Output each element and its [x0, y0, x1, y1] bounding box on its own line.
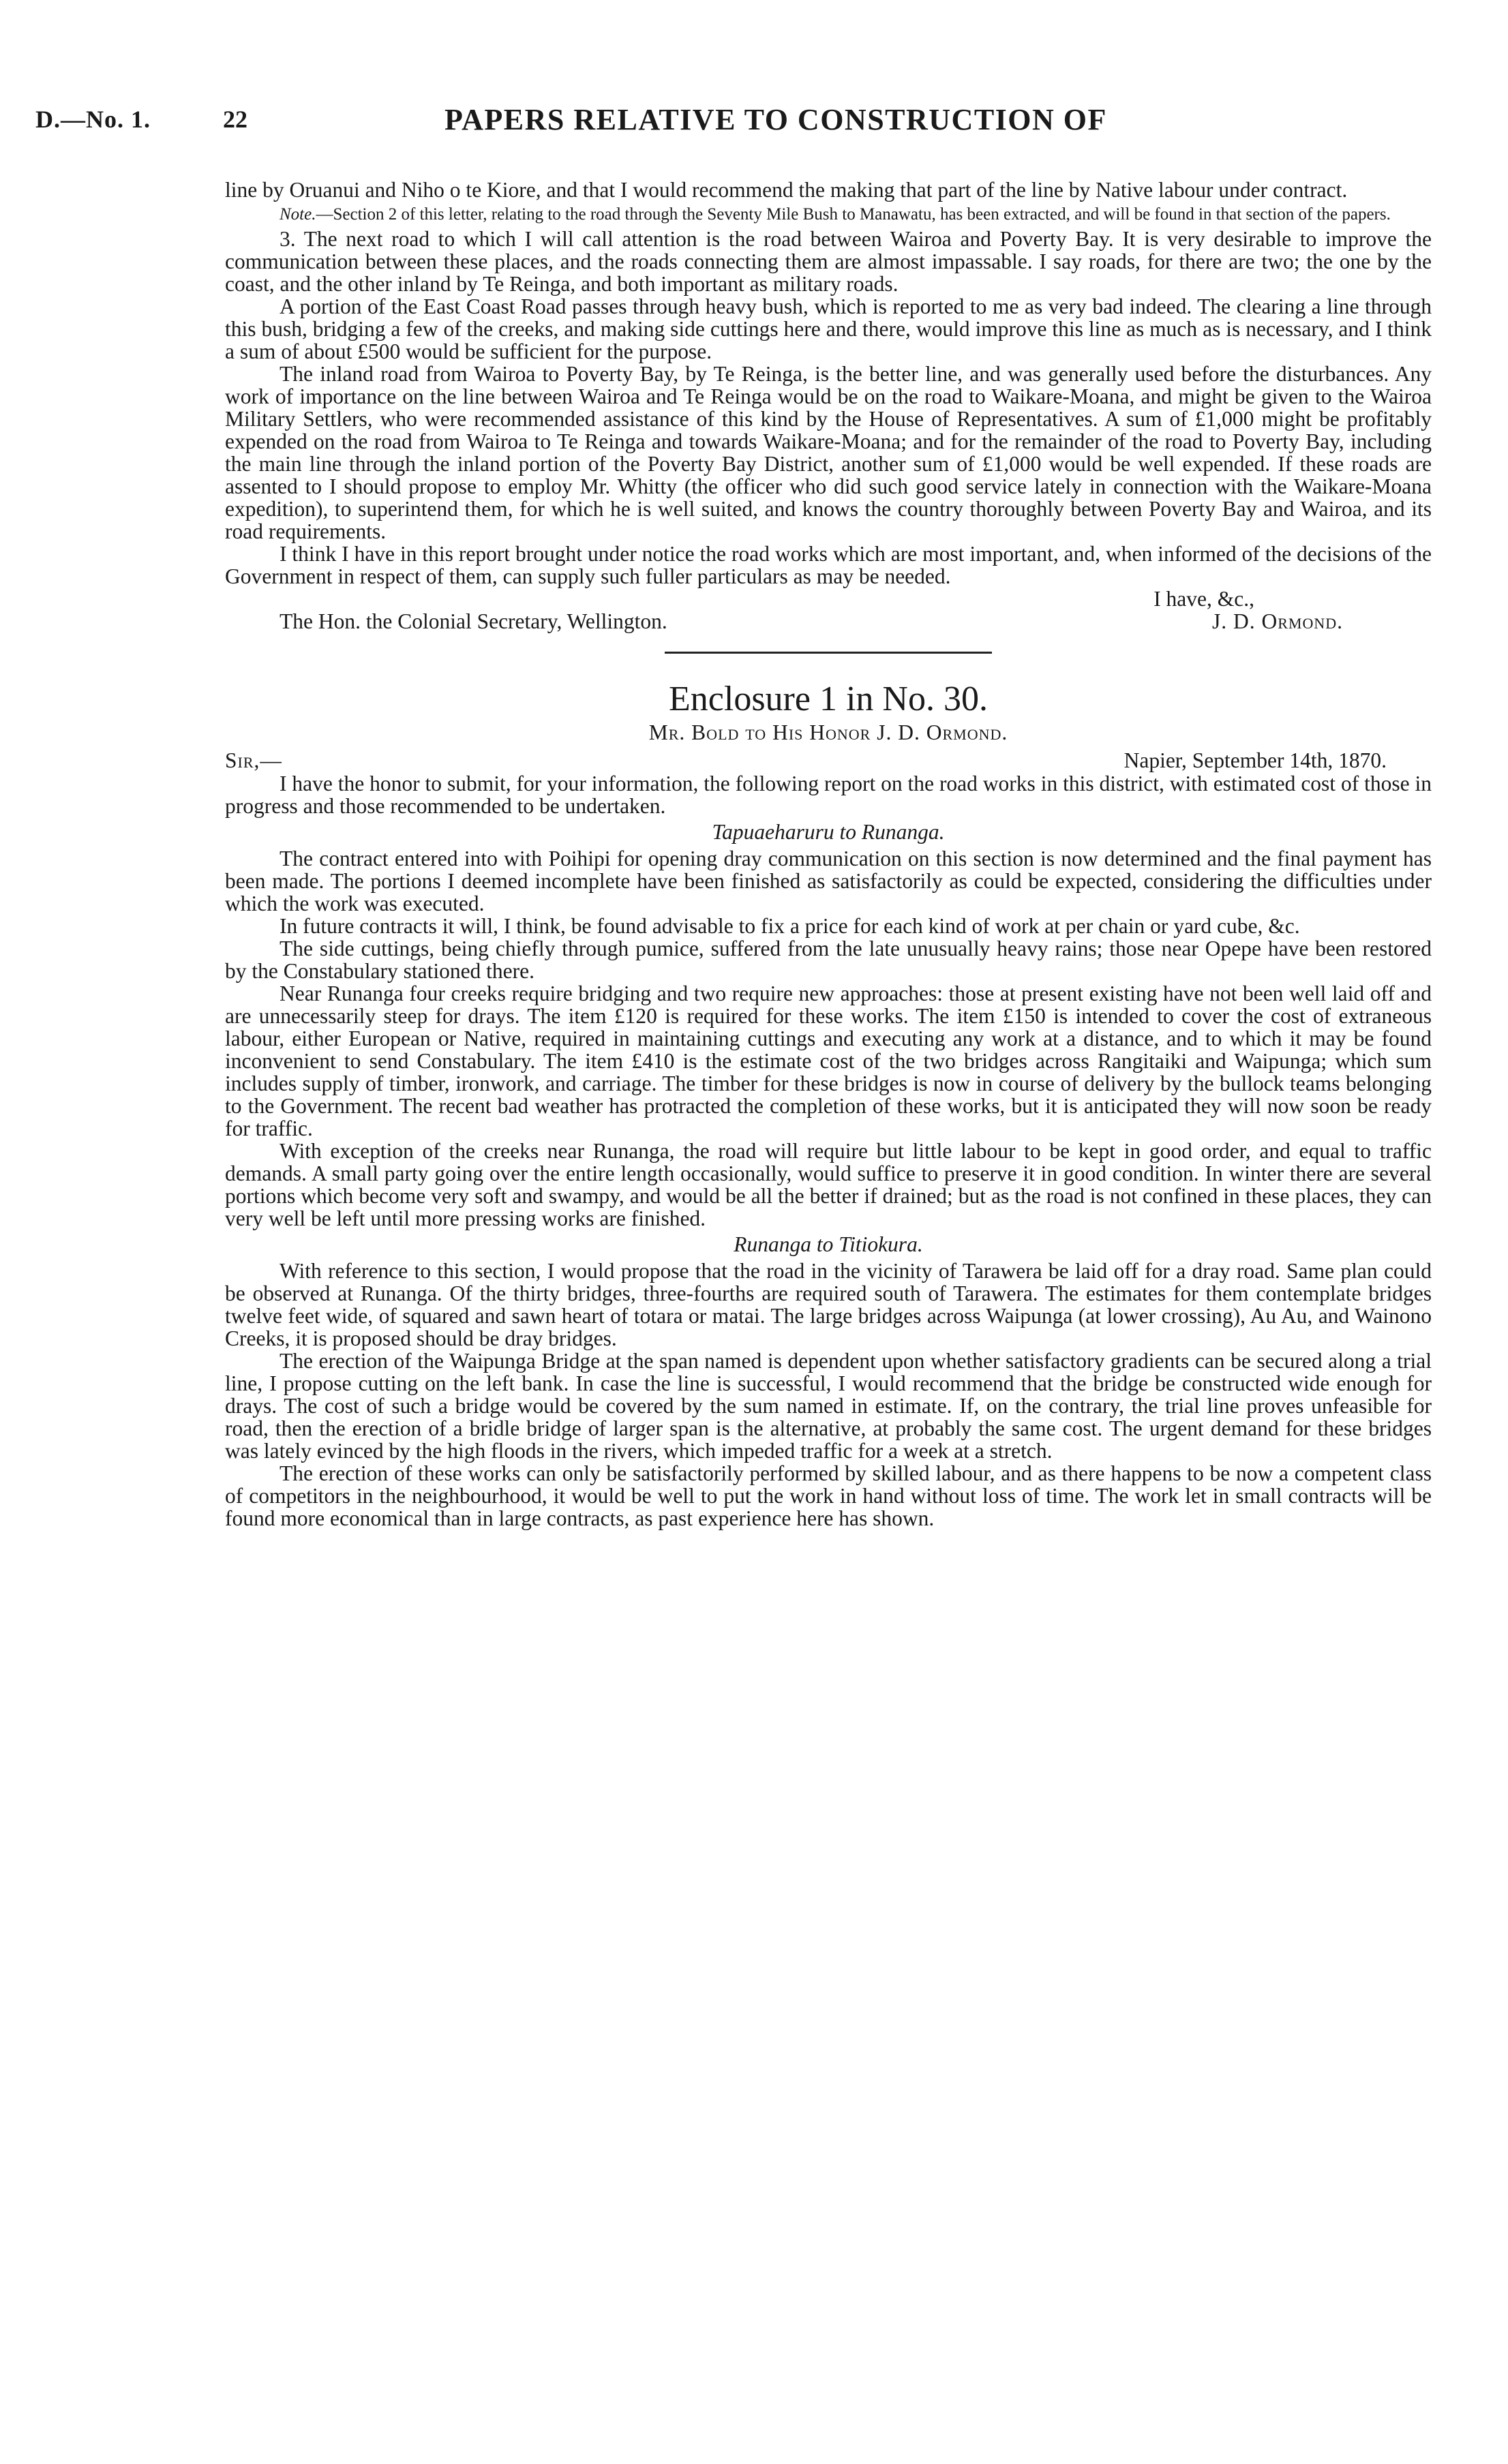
letter-paragraph: A portion of the East Coast Road passes through heavy bush, which is reported to me as very bad indeed. The clearing a line through this bush, bridging a few of the creeks, and making side cuttings here and there, would improve this line as much as is necessary, and I think a sum of about £500 would be sufficient for the purpose.: [225, 294, 1432, 363]
salutation: Sir,—: [225, 748, 282, 772]
report-intro: I have the honor to submit, for your information, the following report on the road works in this district, with estimated cost of those in progress and those recommended to be undertaken.: [225, 772, 1432, 818]
note-label: Note.: [280, 205, 316, 224]
report-paragraph: Near Runanga four creeks require bridging and two require new approaches: those at present existing have not been well laid off and are unnecessarily steep for drays. The item £120 is required for these works. The item £150 is intended to cover the cost of extraneous labour, either European or Native, required in maintaining cuttings and executing any work at a distance, and to which it may be found inconvenient to send Constabulary. The item £410 is the estimate cost of the two bridges across Rangitaiki and Waipunga; which sum includes supply of timber, ironwork, and carriage. The timber for these bridges is now in course of delivery by the bullock teams belonging to the Government. The recent bad weather has protracted the completion of these works, but it is anticipated they will now soon be ready for traffic.: [225, 982, 1432, 1140]
report-paragraph: In future contracts it will, I think, be found advisable to fix a price for each kind of work at per chain or yard cube, &c.: [280, 914, 1300, 938]
letter-paragraph: The inland road from Wairoa to Poverty Bay, by Te Reinga, is the better line, and was generally used before the disturbances. Any work of importance on the line between Wairoa and Te Reinga would be on the road to Waikare-Moana, and might be given to the Wairoa Military Settlers, who were recommended assistance of this kind by the House of Representatives. A sum of £1,000 might be profitably expended on the road from Wairoa to Te Reinga and towards Waikare-Moana; and for the remainder of the road to Poverty Bay, including the main line through the inland portion of the Poverty Bay District, another sum of £1,000 would be well expended. If these roads are assented to I should propose to employ Mr. Whitty (the officer who did such good service lately in connection with the Waikare-Moana expedition), to superintend them, for which he is well suited, and knows the country thoroughly between Poverty Bay and Wairoa, and its road requirements.: [225, 362, 1432, 543]
enclosure-title: Enclosure 1 in No. 30.: [669, 680, 988, 718]
signature: J. D. Ormond.: [1211, 609, 1343, 633]
report-paragraph: The erection of the Waipunga Bridge at the span named is dependent upon whether satisfactory gradients can be secured along a trial line, I propose cutting on the left bank. In case the line is successful, I would recommend that the bridge be constructed wide enough for drays. The cost of such a bridge would be covered by the sum named in estimate. If, on the contrary, the trial line proves unfeasible for road, then the erection of a bridle bridge of larger span is the alternative, at probably the same cost. The urgent demand for these bridges was lately evinced by the high floods in the rivers, which impeded traffic for a week at a stretch.: [225, 1349, 1432, 1463]
document-reference: D.—No. 1.: [35, 106, 151, 133]
section-heading: Runanga to Titiokura.: [734, 1232, 923, 1256]
section-divider: [665, 652, 992, 654]
running-title: PAPERS RELATIVE TO CONSTRUCTION OF: [444, 103, 1107, 136]
letter-paragraph: I think I have in this report brought under notice the road works which are most important, and, when informed of the decisions of the Government in respect of them, can supply such fuller particulars as may be needed.: [225, 542, 1432, 588]
salutation-row: [225, 749, 1432, 772]
page-header: [35, 102, 1474, 150]
signature-row: [225, 610, 1432, 633]
editorial-note: [225, 205, 1432, 224]
enclosure-subtitle: Mr. Bold to His Honor J. D. Ormond.: [648, 720, 1008, 744]
page-number: 22: [223, 106, 247, 133]
report-paragraph: With reference to this section, I would propose that the road in the vicinity of Tarawera be laid off for a dray road. Same plan could be observed at Runanga. Of the thirty bridges, three-fourths are required south of Tarawera. The estimates for them contemplate bridges twelve feet wide, of squared and sawn heart of totara or matai. The large bridges across Waipunga (at lower crossing), Au Au, and Wainono Creeks, it is proposed should be dray bridges.: [225, 1259, 1432, 1350]
addressee: The Hon. the Colonial Secretary, Wellington.: [280, 609, 667, 633]
letter-paragraph-continued: line by Oruanui and Niho o te Kiore, and that I would recommend the making that part of the line by Native labour under contract.: [225, 178, 1348, 202]
report-paragraph: The side cuttings, being chiefly through pumice, suffered from the late unusually heavy rains; those near Opepe have been restored by the Constabulary stationed there.: [225, 937, 1432, 983]
note-text: —Section 2 of this letter, relating to the road through the Seventy Mile Bush to Manawatu, has been extracted, and will be found in that section of the papers.: [316, 205, 1391, 224]
closing-row: [225, 588, 1432, 610]
letter-closing: I have, &c.,: [1153, 587, 1254, 611]
section-heading: Tapuaeharuru to Runanga.: [712, 820, 945, 844]
letter-paragraph: 3. The next road to which I will call attention is the road between Wairoa and Poverty Bay. It is very desirable to improve the communication between these places, and the roads connecting them are almost impassable. I say roads, for there are two; the one by the coast, and the other inland by Te Reinga, and both important as military roads.: [225, 227, 1432, 296]
report-paragraph: The erection of these works can only be satisfactorily performed by skilled labour, and as there happens to be now a competent class of competitors in the neighbourhood, it would be well to put the work in hand without loss of time. The work let in small contracts will be found more economical than in large contracts, as past experience here has shown.: [225, 1461, 1432, 1530]
page-body: [225, 179, 1432, 1530]
report-paragraph: With exception of the creeks near Runanga, the road will require but little labour to be kept in good order, and equal to traffic demands. A small party going over the entire length occasionally, would suffice to preserve it in good condition. In winter there are several portions which become very soft and swampy, and would be all the better if drained; but as the road is not confined in these places, they can very well be left until more pressing works are finished.: [225, 1139, 1432, 1230]
report-paragraph: The contract entered into with Poihipi for opening dray communication on this section is now determined and the final payment has been made. The portions I deemed incomplete have been finished as satisfactorily as could be expected, considering the difficulties under which the work was executed.: [225, 847, 1432, 915]
place-date: Napier, September 14th, 1870.: [1124, 748, 1387, 772]
